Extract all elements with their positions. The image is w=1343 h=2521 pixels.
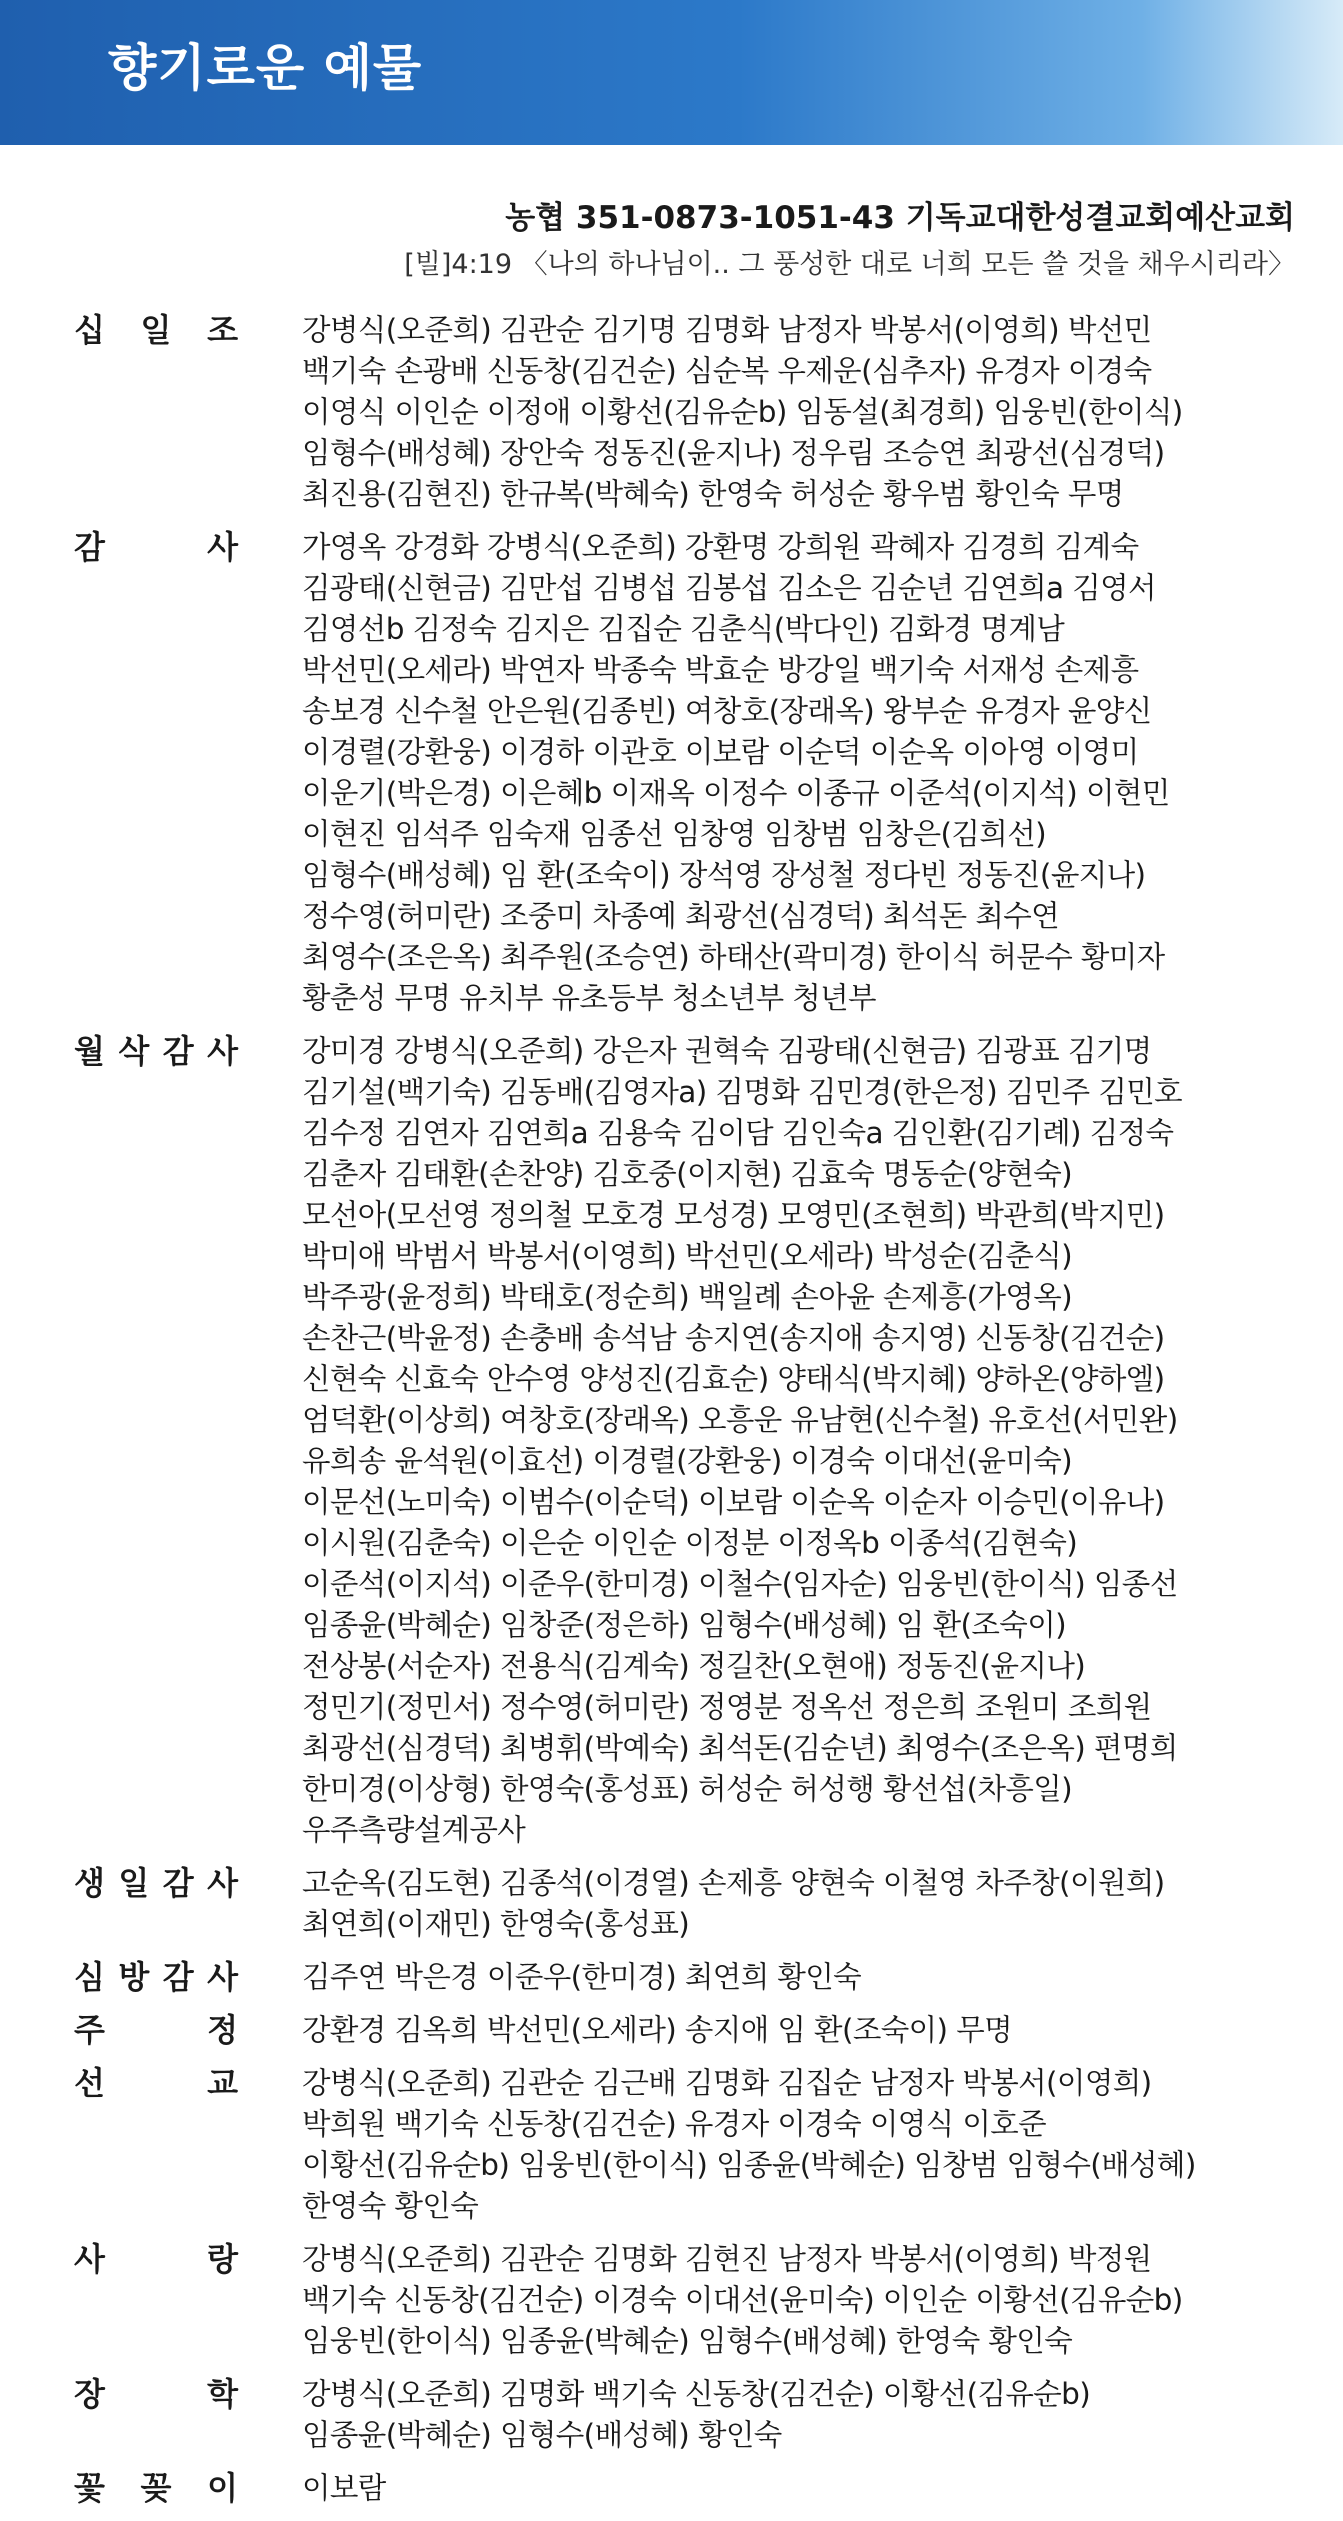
donor-line: 최영수(조은옥) 최주원(조승연) 하태산(곽미경) 한이식 허문수 황미자 (302, 940, 1165, 974)
scripture-verse: [빌]4:19 〈나의 하나님이.. 그 풍성한 대로 너희 모든 쓸 것을 채우시리라〉 (404, 249, 1295, 280)
donor-line: 김영선b 김정숙 김지은 김집순 김춘식(박다인) 김화경 명계남 (302, 612, 1065, 646)
donor-line: 한영숙 황인숙 (302, 2189, 479, 2223)
section-label-char: 사 (74, 2240, 105, 2278)
offering-section (74, 2063, 1304, 2227)
donor-line: 모선아(모선영 정의철 모호경 모성경) 모영민(조현희) 박관희(박지민) (302, 1198, 1165, 1232)
donor-line: 최광선(심경덕) 최병휘(박예숙) 최석돈(김순년) 최영수(조은옥) 편명희 (302, 1731, 1178, 1765)
section-label (74, 2010, 242, 2051)
section-label-char: 선 (74, 2064, 105, 2102)
donor-line: 가영옥 강경화 강병식(오준희) 강환명 강희원 곽혜자 김경희 김계숙 (302, 530, 1139, 564)
donor-line: 정민기(정민서) 정수영(허미란) 정영분 정옥선 정은희 조원미 조희원 (302, 1690, 1152, 1724)
section-label-char: 꽃 (74, 2469, 105, 2507)
offering-section (74, 2010, 1304, 2051)
donor-line: 백기숙 손광배 신동창(김건순) 심순복 우제운(심추자) 유경자 이경숙 (302, 354, 1152, 388)
donor-line: 강미경 강병식(오준희) 강은자 권혁숙 김광태(신현금) 김광표 김기명 (302, 1034, 1152, 1068)
donor-line: 이경렬(강환웅) 이경하 이관호 이보람 이순덕 이순옥 이아영 이영미 (302, 735, 1139, 769)
offering-section (74, 2374, 1304, 2456)
section-label-char: 랑 (207, 2240, 238, 2278)
donor-line: 박선민(오세라) 박연자 박종숙 박효순 방강일 백기숙 서재성 손제흥 (302, 653, 1139, 687)
donor-line: 이준석(이지석) 이준우(한미경) 이철수(임자순) 임웅빈(한이식) 임종선 (302, 1567, 1178, 1601)
section-label-char: 사 (207, 528, 238, 566)
donor-line: 강병식(오준희) 김관순 김명화 김현진 남정자 박봉서(이영희) 박정원 (302, 2242, 1152, 2276)
section-label-char: 꽂 (140, 2469, 172, 2507)
donor-line: 우주측량설계공사 (302, 1813, 526, 1847)
section-label-char: 학 (207, 2375, 238, 2413)
section-label-char: 이 (207, 2469, 238, 2507)
donor-line: 김수정 김연자 김연희a 김용숙 김이담 김인숙a 김인환(김기례) 김정숙 (302, 1116, 1174, 1150)
donor-line: 이황선(김유순b) 임웅빈(한이식) 임종윤(박혜순) 임창범 임형수(배성혜) (302, 2148, 1196, 2182)
donor-line: 이영식 이인순 이정애 이황선(김유순b) 임동설(최경희) 임웅빈(한이식) (302, 395, 1183, 429)
section-label-char: 조 (207, 311, 238, 349)
donor-line: 손찬근(박윤정) 손충배 송석남 송지연(송지애 송지영) 신동창(김건순) (302, 1321, 1165, 1355)
donor-line: 최연희(이재민) 한영숙(홍성표) (302, 1907, 690, 1941)
donor-line: 임웅빈(한이식) 임종윤(박혜순) 임형수(배성혜) 한영숙 황인숙 (302, 2324, 1073, 2358)
donor-line: 유희송 윤석원(이효선) 이경렬(강환웅) 이경숙 이대선(윤미숙) (302, 1444, 1073, 1478)
donor-line: 정수영(허미란) 조중미 차종예 최광선(심경덕) 최석돈 최수연 (302, 899, 1060, 933)
section-label-char: 감 (162, 1032, 194, 1070)
section-label-char: 심 (74, 1958, 105, 1996)
donor-line: 이시원(김춘숙) 이은순 이인순 이정분 이정옥b 이종석(김현숙) (302, 1526, 1078, 1560)
offering-section (74, 1031, 1304, 1851)
donor-line: 이운기(박은경) 이은혜b 이재옥 이정수 이종규 이준석(이지석) 이현민 (302, 776, 1170, 810)
donor-names (302, 1031, 1292, 1851)
section-label-char: 월 (74, 1032, 105, 1070)
offering-section (74, 527, 1304, 1019)
section-label (74, 2239, 242, 2280)
donor-line: 강병식(오준희) 김관순 김근배 김명화 김집순 남정자 박봉서(이영희) (302, 2066, 1152, 2100)
donor-names (302, 1957, 1292, 1998)
donor-line: 신현숙 신효숙 안수영 양성진(김효순) 양태식(박지혜) 양하온(양하엘) (302, 1362, 1165, 1396)
donor-line: 황춘성 무명 유치부 유초등부 청소년부 청년부 (302, 981, 876, 1015)
section-label-char: 일 (118, 1864, 150, 1902)
section-label-char: 십 (74, 311, 105, 349)
section-label-char: 감 (162, 1864, 194, 1902)
donor-line: 임형수(배성혜) 임 환(조숙이) 장석영 장성철 정다빈 정동진(윤지나) (302, 858, 1146, 892)
section-label (74, 2374, 242, 2415)
donor-line: 엄덕환(이상희) 여창호(장래옥) 오흥운 유남현(신수철) 유호선(서민완) (302, 1403, 1178, 1437)
donor-line: 임종윤(박혜순) 임형수(배성혜) 황인숙 (302, 2418, 782, 2452)
section-label (74, 310, 242, 351)
donor-line: 박희원 백기숙 신동창(김건순) 유경자 이경숙 이영식 이호준 (302, 2107, 1047, 2141)
donor-names (302, 1863, 1292, 1945)
section-label-char: 정 (207, 2011, 238, 2049)
section-label-char: 방 (118, 1958, 150, 1996)
section-label (74, 2468, 242, 2509)
donor-line: 임형수(배성혜) 장안숙 정동진(윤지나) 정우림 조승연 최광선(심경덕) (302, 436, 1165, 470)
donor-line: 강병식(오준희) 김관순 김기명 김명화 남정자 박봉서(이영희) 박선민 (302, 313, 1152, 347)
donor-names (302, 2374, 1292, 2456)
donor-line: 한미경(이상형) 한영숙(홍성표) 허성순 허성행 황선섭(차흥일) (302, 1772, 1073, 1806)
offering-section (74, 1957, 1304, 1998)
donor-line: 고순옥(김도현) 김종석(이경열) 손제흥 양현숙 이철영 차주창(이원희) (302, 1866, 1165, 1900)
section-label-char: 생 (74, 1864, 105, 1902)
donor-names (302, 2468, 1292, 2509)
section-label (74, 527, 242, 568)
donor-line: 전상봉(서순자) 전용식(김계숙) 정길찬(오현애) 정동진(윤지나) (302, 1649, 1086, 1683)
donor-line: 강환경 김옥희 박선민(오세라) 송지애 임 환(조숙이) 무명 (302, 2013, 1013, 2047)
donor-names (302, 527, 1292, 1019)
donor-line: 김광태(신현금) 김만섭 김병섭 김봉섭 김소은 김순년 김연희a 김영서 (302, 571, 1156, 605)
section-label-char: 교 (207, 2064, 238, 2102)
section-label-char: 사 (207, 1958, 238, 1996)
offering-sections (74, 310, 1304, 2521)
donor-line: 김주연 박은경 이준우(한미경) 최연희 황인숙 (302, 1960, 862, 1994)
donor-line: 이문선(노미숙) 이범수(이순덕) 이보람 이순옥 이순자 이승민(이유나) (302, 1485, 1165, 1519)
donor-line: 박미애 박범서 박봉서(이영희) 박선민(오세라) 박성순(김춘식) (302, 1239, 1073, 1273)
offering-section (74, 1863, 1304, 1945)
donor-line: 최진용(김현진) 한규복(박혜숙) 한영숙 허성순 황우범 황인숙 무명 (302, 477, 1124, 511)
donor-line: 김춘자 김태환(손찬양) 김호중(이지현) 김효숙 명동순(양현숙) (302, 1157, 1073, 1191)
donor-line: 김기설(백기숙) 김동배(김영자a) 김명화 김민경(한은정) 김민주 김민호 (302, 1075, 1183, 1109)
donor-names (302, 2239, 1292, 2362)
section-label-char: 사 (207, 1032, 238, 1070)
section-label-char: 일 (140, 311, 172, 349)
offering-section (74, 2239, 1304, 2362)
donor-line: 백기숙 신동창(김건순) 이경숙 이대선(윤미숙) 이인순 이황선(김유순b) (302, 2283, 1183, 2317)
donor-line: 박주광(윤정희) 박태호(정순희) 백일례 손아윤 손제흥(가영옥) (302, 1280, 1073, 1314)
donor-line: 이보람 (302, 2471, 386, 2505)
section-label-char: 삭 (118, 1032, 150, 1070)
offering-section (74, 2468, 1304, 2509)
donor-names (302, 310, 1292, 515)
section-label (74, 1031, 242, 1072)
section-label-char: 사 (207, 1864, 238, 1902)
section-label-char: 장 (74, 2375, 105, 2413)
section-label-char: 감 (162, 1958, 194, 1996)
section-label (74, 1957, 242, 1998)
donor-names (302, 2063, 1292, 2227)
section-label (74, 2063, 242, 2104)
offering-section (74, 310, 1304, 515)
section-label-char: 감 (74, 528, 105, 566)
section-label (74, 1863, 242, 1904)
section-label-char: 주 (74, 2011, 105, 2049)
page-title: 향기로운 예물 (108, 39, 423, 97)
donor-line: 강병식(오준희) 김명화 백기숙 신동창(김건순) 이황선(김유순b) (302, 2377, 1091, 2411)
header-band (0, 0, 1343, 145)
donor-line: 송보경 신수철 안은원(김종빈) 여창호(장래옥) 왕부순 유경자 윤양신 (302, 694, 1152, 728)
bank-account-line: 농협 351-0873-1051-43 기독교대한성결교회예산교회 (505, 200, 1295, 236)
donor-line: 이현진 임석주 임숙재 임종선 임창영 임창범 임창은(김희선) (302, 817, 1047, 851)
donor-line: 임종윤(박혜순) 임창준(정은하) 임형수(배성혜) 임 환(조숙이) (302, 1608, 1067, 1642)
donor-names (302, 2010, 1292, 2051)
